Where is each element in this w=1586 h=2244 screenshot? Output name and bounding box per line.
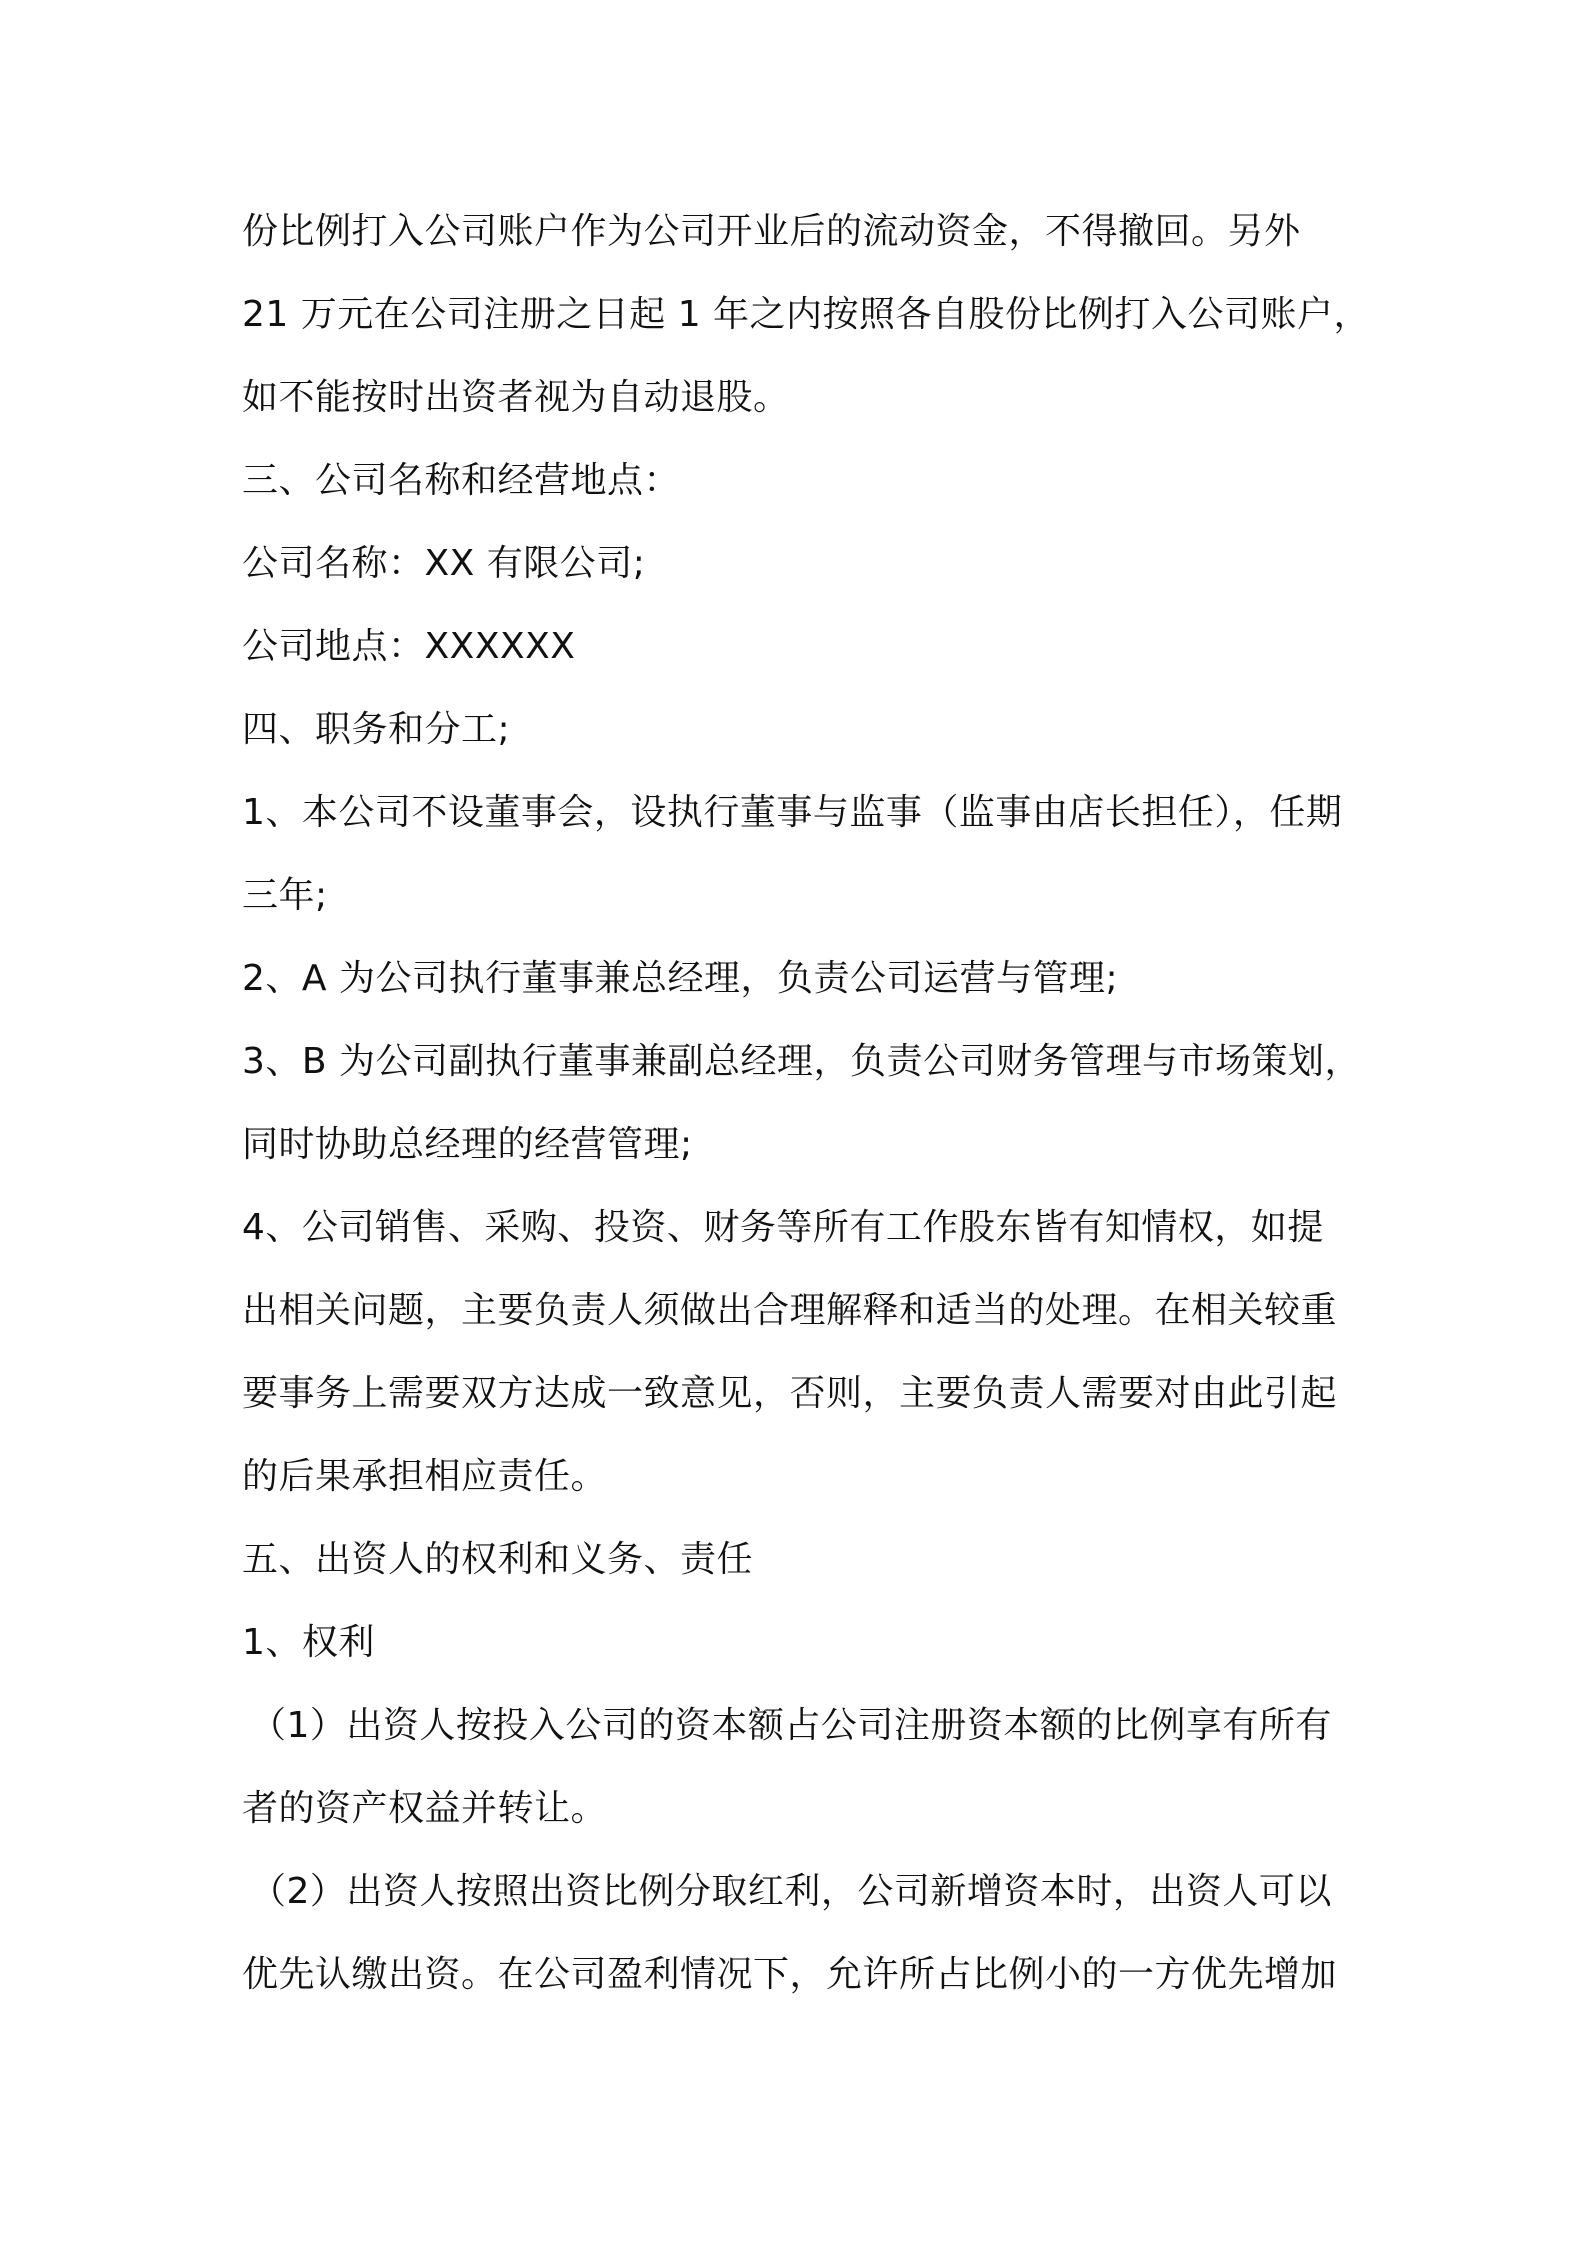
- paragraph-line: （1）出资人按投入公司的资本额占公司注册资本额的比例享有所有: [250, 1705, 1332, 1746]
- paragraph-line: 优先认缴出资。在公司盈利情况下，允许所占比例小的一方优先增加: [242, 1954, 1338, 1995]
- company-address-line: 公司地点：XXXXXX: [242, 626, 576, 667]
- section-heading: 四、职务和分工;: [242, 709, 511, 750]
- section-heading: 五、出资人的权利和义务、责任: [242, 1539, 754, 1580]
- paragraph-line: 出相关问题，主要负责人须做出合理解释和适当的处理。在相关较重: [242, 1290, 1338, 1331]
- paragraph-line: 份比例打入公司账户作为公司开业后的流动资金，不得撤回。另外: [242, 211, 1301, 252]
- section-heading: 三、公司名称和经营地点：: [242, 460, 681, 501]
- subsection-heading: 1、权利: [242, 1622, 375, 1663]
- paragraph-line: 的后果承担相应责任。: [242, 1456, 608, 1497]
- paragraph-line: 21 万元在公司注册之日起 1 年之内按照各自股份比例打入公司账户，: [242, 294, 1371, 335]
- paragraph-line: 要事务上需要双方达成一致意见，否则，主要负责人需要对由此引起: [242, 1373, 1338, 1414]
- paragraph-line: 者的资产权益并转让。: [242, 1788, 608, 1829]
- company-name-line: 公司名称：XX 有限公司;: [242, 543, 646, 584]
- paragraph-line: 3、B 为公司副执行董事兼副总经理，负责公司财务管理与市场策划，: [242, 1041, 1362, 1082]
- paragraph-line: 4、公司销售、采购、投资、财务等所有工作股东皆有知情权，如提: [242, 1207, 1324, 1248]
- paragraph-line: 如不能按时出资者视为自动退股。: [242, 377, 790, 418]
- paragraph-line: （2）出资人按照出资比例分取红利，公司新增资本时，出资人可以: [250, 1871, 1332, 1912]
- paragraph-line: 2、A 为公司执行董事兼总经理，负责公司运营与管理;: [242, 958, 1119, 999]
- paragraph-line: 三年;: [242, 875, 328, 916]
- paragraph-line: 同时协助总经理的经营管理;: [242, 1124, 693, 1165]
- paragraph-line: 1、本公司不设董事会，设执行董事与监事（监事由店长担任），任期: [242, 792, 1343, 833]
